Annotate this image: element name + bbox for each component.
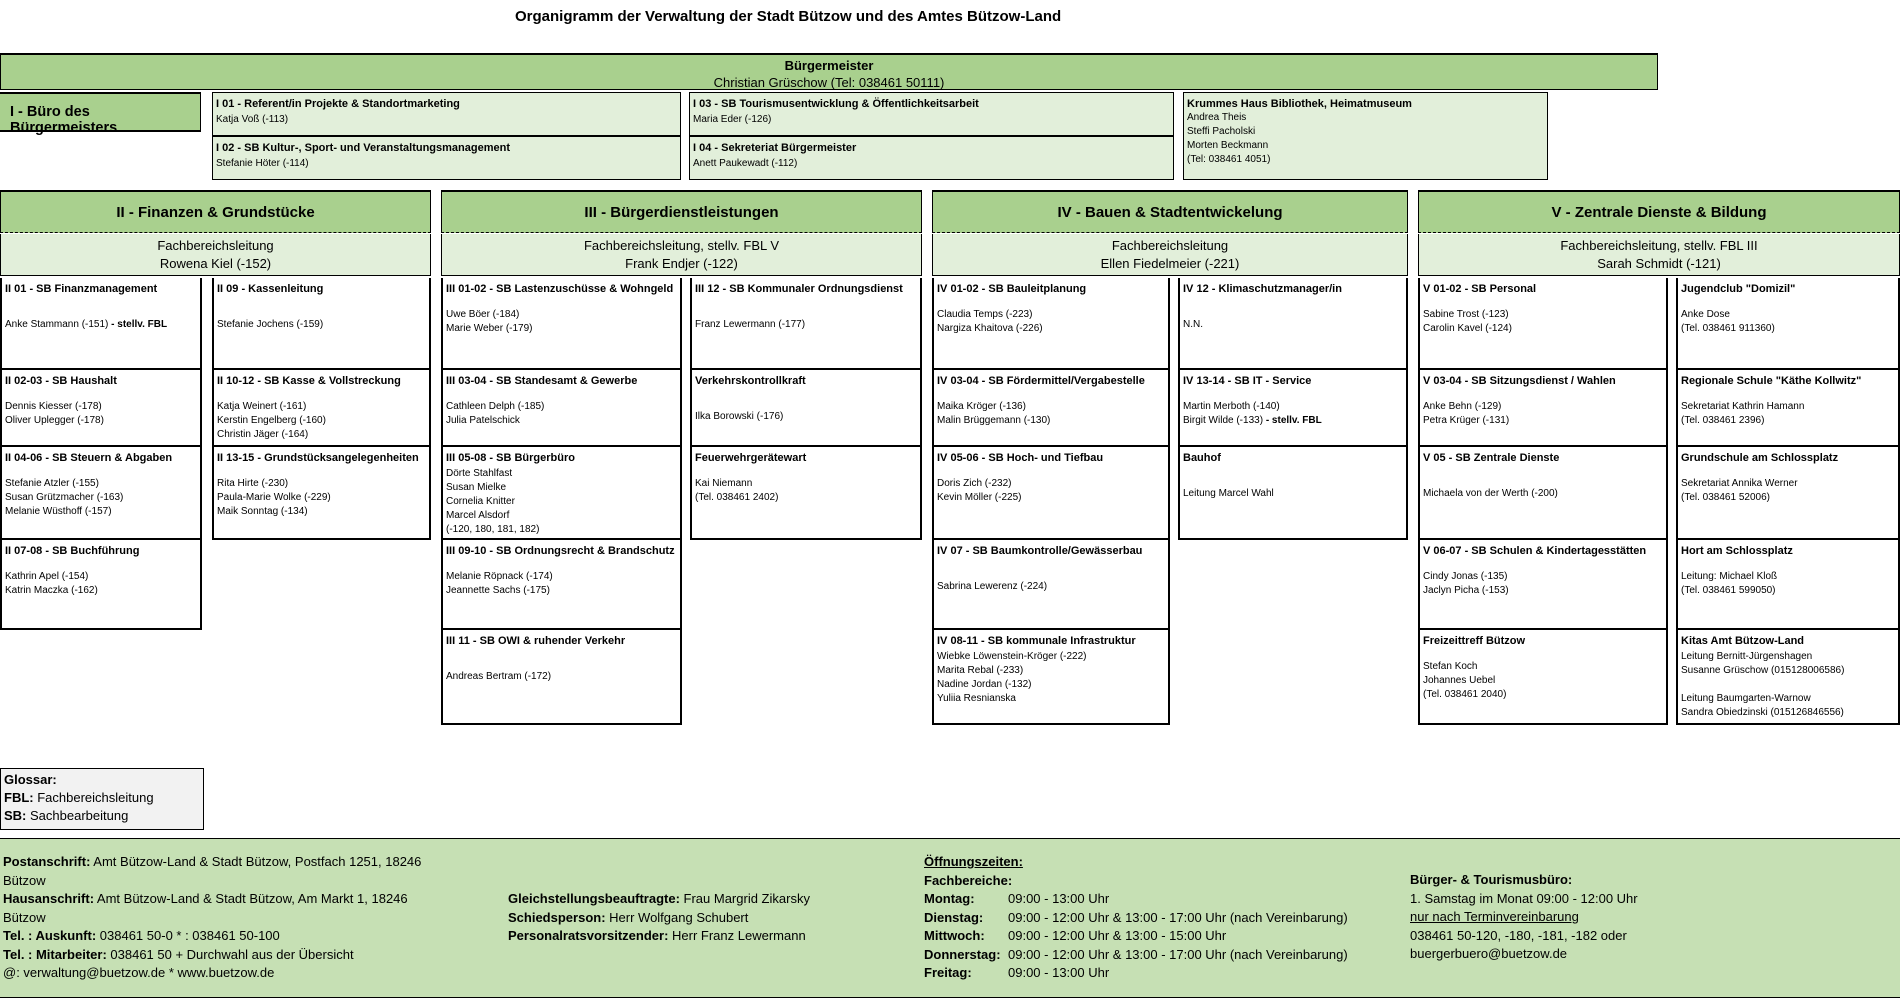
unit-title: V 01-02 - SB Personal (1423, 283, 1537, 295)
unit-title: II 07-08 - SB Buchführung (5, 545, 140, 557)
unit-line: Sekretariat Annika Werner (1681, 478, 1798, 489)
unit-line: Susan Mielke (446, 482, 507, 493)
unit-box (441, 630, 682, 725)
unit-box (0, 540, 202, 630)
unit-title: Freizeittreff Bützow (1423, 635, 1526, 647)
unit-box (932, 370, 1170, 447)
unit-box (1418, 278, 1668, 370)
unit-line: Nadine Jordan (-132) (937, 679, 1032, 690)
unit-line: (Tel. 038461 2396) (1681, 415, 1765, 426)
unit-line: Franz Lewermann (-177) (695, 319, 806, 330)
lead-role: Fachbereichsleitung, stellv. FBL V (583, 238, 780, 253)
unit-person: Stefanie Höter (-114) (216, 158, 309, 169)
unit-box (212, 370, 431, 447)
unit-title: IV 12 - Klimaschutzmanager/in (1183, 283, 1342, 295)
unit-line: Petra Krüger (-131) (1423, 415, 1510, 426)
unit-title: II 13-15 - Grundstücksangelegenheiten (217, 452, 419, 464)
unit-line: (Tel. 038461 2040) (1423, 689, 1507, 700)
unit-line: Katja Weinert (-161) (217, 401, 307, 412)
unit-line (1681, 678, 1895, 692)
unit-title: III 12 - SB Kommunaler Ordnungsdienst (695, 283, 903, 295)
unit-box (1418, 447, 1668, 540)
hours-row (924, 909, 1348, 928)
unit-line: Jaclyn Picha (-153) (1423, 585, 1509, 596)
unit-line: Malin Brüggemann (-130) (937, 415, 1051, 426)
hours-row (924, 890, 1348, 909)
unit-line: (Tel. 038461 52006) (1681, 492, 1770, 503)
lead-role: Fachbereichsleitung (157, 238, 274, 253)
department-header: V - Zentrale Dienste & Bildung (1418, 190, 1900, 233)
unit-box (1676, 370, 1900, 447)
unit-line: Sekretariat Kathrin Hamann (1681, 401, 1805, 412)
unit-line: Melanie Wüsthoff (-157) (5, 506, 112, 517)
mayor-name: Christian Grüschow (Tel: 038461 50111) (713, 75, 945, 90)
mayor-label: Bürgermeister (784, 58, 874, 73)
unit-box (1676, 630, 1900, 725)
unit-line: Marcel Alsdorf (446, 510, 510, 521)
unit-line: Leitung Marcel Wahl (1183, 488, 1274, 499)
unit-box (212, 447, 431, 540)
unit-line: (Tel. 038461 911360) (1681, 323, 1775, 334)
unit-line: (Tel. 038461 2402) (695, 492, 779, 503)
unit-line: Anke Stammann (-151) - stellv. FBL (5, 319, 168, 330)
unit-line: Dörte Stahlfast (446, 468, 513, 479)
unit-line: Susanne Grüschow (015128006586) (1681, 665, 1845, 676)
unit-title: I 02 - SB Kultur-, Sport- und Veranstaltungsmanagement (216, 142, 510, 154)
unit-line: Sabrina Lewerenz (-224) (937, 581, 1048, 592)
unit-box (1418, 540, 1668, 630)
office-unit (212, 92, 681, 136)
unit-box (441, 540, 682, 630)
unit-line: Kai Niemann (695, 478, 753, 489)
unit-title: V 03-04 - SB Sitzungsdienst / Wahlen (1423, 375, 1616, 387)
unit-box (690, 278, 922, 370)
library-box (1183, 92, 1548, 180)
unit-box (932, 447, 1170, 540)
unit-line: Sandra Obiedzinski (015126846556) (1681, 707, 1844, 718)
unit-line: Leitung Baumgarten-Warnow (1681, 693, 1811, 704)
library-line: Andrea Theis (1187, 112, 1247, 123)
unit-box (441, 447, 682, 540)
hours-time: 09:00 - 12:00 Uhr & 13:00 - 17:00 Uhr (nach Vereinbarung) (1008, 946, 1348, 962)
unit-title: IV 07 - SB Baumkontrolle/Gewässerbau (937, 545, 1143, 557)
library-line: (Tel: 038461 4051) (1187, 154, 1271, 165)
unit-title: Jugendclub "Domizil" (1681, 283, 1796, 295)
unit-title: Hort am Schlossplatz (1681, 545, 1793, 557)
hours-time: 09:00 - 12:00 Uhr & 13:00 - 15:00 Uhr (1008, 928, 1227, 943)
unit-box (690, 370, 922, 447)
department-lead (0, 234, 431, 276)
unit-title: Regionale Schule "Käthe Kollwitz" (1681, 375, 1862, 387)
unit-title: V 05 - SB Zentrale Dienste (1423, 452, 1560, 464)
unit-title: Feuerwehrgerätewart (695, 452, 807, 464)
lead-name: Rowena Kiel (-152) (159, 256, 272, 271)
unit-line: Stefanie Atzler (-155) (5, 478, 99, 489)
hours-row (924, 946, 1348, 965)
hours-sub: Fachbereiche: (924, 872, 1013, 888)
hours-day: Mittwoch: (924, 928, 985, 943)
office-unit (212, 136, 681, 180)
unit-line: Kathrin Apel (-154) (5, 571, 89, 582)
unit-line: Kevin Möller (-225) (937, 492, 1022, 503)
unit-line: Cornelia Knitter (446, 496, 515, 507)
hours-title: Öffnungszeiten: (924, 854, 1023, 869)
hours-time: 09:00 - 12:00 Uhr & 13:00 - 17:00 Uhr (nach Vereinbarung) (1008, 909, 1348, 925)
lead-role: Fachbereichsleitung (1111, 238, 1229, 253)
unit-title: III 11 - SB OWI & ruhender Verkehr (446, 635, 626, 647)
unit-title: IV 08-11 - SB kommunale Infrastruktur (937, 635, 1136, 647)
unit-title: V 06-07 - SB Schulen & Kindertagesstätten (1423, 545, 1647, 557)
glossary-box (0, 768, 204, 830)
office-label: I - Büro des Bürgermeisters (0, 92, 201, 132)
unit-box (932, 630, 1170, 725)
unit-person: Katja Voß (-113) (216, 114, 289, 125)
unit-title: II 04-06 - SB Steuern & Abgaben (5, 452, 173, 464)
glossary-item: SB: Sachbearbeitung (4, 808, 129, 823)
unit-line: Christin Jäger (-164) (217, 429, 309, 440)
unit-line: Leitung: Michael Kloß (1681, 571, 1778, 582)
unit-box (441, 370, 682, 447)
lead-role: Fachbereichsleitung, stellv. FBL III (1560, 238, 1758, 253)
unit-box (0, 447, 202, 540)
unit-line: Oliver Uplegger (-178) (5, 415, 104, 426)
department-lead (932, 234, 1408, 276)
department-lead (441, 234, 922, 276)
unit-line: Dennis Kiesser (-178) (5, 401, 102, 412)
unit-box (441, 278, 682, 370)
department-header: II - Finanzen & Grundstücke (0, 190, 431, 233)
unit-title: II 10-12 - SB Kasse & Vollstreckung (217, 375, 401, 387)
unit-title: Bauhof (1183, 452, 1221, 464)
unit-box (1418, 630, 1668, 725)
unit-line: Andreas Bertram (-172) (446, 671, 552, 682)
unit-line: Melanie Röpnack (-174) (446, 571, 553, 582)
unit-line: Stefanie Jochens (-159) (217, 319, 324, 330)
unit-line: Anke Behn (-129) (1423, 401, 1502, 412)
unit-line: Martin Merboth (-140) (1183, 401, 1280, 412)
unit-box (0, 278, 202, 370)
unit-box (1418, 370, 1668, 447)
page-title: Organigramm der Verwaltung der Stadt Bützow und des Amtes Bützow-Land (515, 8, 1062, 25)
unit-line: Yuliia Resnianska (937, 693, 1016, 704)
unit-line: Marie Weber (-179) (446, 323, 533, 334)
unit-title: III 05-08 - SB Bürgerbüro (446, 452, 575, 464)
library-title: Krummes Haus Bibliothek, Heimatmuseum (1187, 98, 1412, 110)
unit-line: Rita Hirte (-230) (217, 478, 289, 489)
unit-line: Maika Kröger (-136) (937, 401, 1026, 412)
library-line: Steffi Pacholski (1187, 126, 1256, 137)
unit-title: II 02-03 - SB Haushalt (5, 375, 117, 387)
office-unit (689, 92, 1174, 136)
unit-line: Maik Sonntag (-134) (217, 506, 308, 517)
unit-box (690, 447, 922, 540)
unit-line: Susan Grützmacher (-163) (5, 492, 124, 503)
unit-person: Anett Paukewadt (-112) (693, 158, 798, 169)
hours-day: Montag: (924, 891, 975, 906)
unit-title: Kitas Amt Bützow-Land (1681, 635, 1805, 647)
hours-day: Freitag: (924, 965, 972, 980)
unit-title: III 03-04 - SB Standesamt & Gewerbe (446, 375, 638, 387)
unit-line: Leitung Bernitt-Jürgenshagen (1681, 651, 1813, 662)
unit-line: N.N. (1183, 319, 1203, 330)
hours-time: 09:00 - 13:00 Uhr (1008, 891, 1110, 906)
unit-box (0, 370, 202, 447)
footer-contacts: Gleichstellungsbeauftragte: Frau Margrid Zikarsky Schiedsperson: Herr Wolfgang Schubert Personalratsvorsitzender: Herr Franz Lewermann (508, 891, 810, 943)
unit-line: Katrin Maczka (-162) (5, 585, 98, 596)
unit-line: Doris Zich (-232) (937, 478, 1012, 489)
unit-line: Nargiza Khaitova (-226) (937, 323, 1043, 334)
unit-box (932, 540, 1170, 630)
department-lead (1418, 234, 1900, 276)
hours-row (924, 964, 1348, 983)
unit-title: IV 13-14 - SB IT - Service (1183, 375, 1312, 387)
hours-day: Dienstag: (924, 909, 984, 925)
unit-box (1676, 278, 1900, 370)
unit-title: I 01 - Referent/in Projekte & Standortmarketing (216, 98, 460, 110)
hours-day: Donnerstag: (924, 946, 1001, 962)
footer-address: Postanschrift: Amt Bützow-Land & Stadt Bützow, Postfach 1251, 18246 Bützow Hausanschrift: Amt Bützow-Land & Stadt Bützow, Am Markt 1, 18246 Bützow Tel. : Auskunft: 038461 50-0 * : 038461 50-100 Tel. : Mitarbeiter: 038461 50 + Durchwahl aus der Übersicht @: verwaltung@buetzow.de * www.buetzow.de (3, 853, 433, 983)
unit-box (1676, 447, 1900, 540)
hours-time: 09:00 - 13:00 Uhr (1008, 965, 1110, 980)
unit-line: Cindy Jonas (-135) (1423, 571, 1508, 582)
unit-line: Uwe Böer (-184) (446, 309, 520, 320)
unit-line: Paula-Marie Wolke (-229) (217, 492, 331, 503)
unit-line: Carolin Kavel (-124) (1423, 323, 1512, 334)
unit-title: III 09-10 - SB Ordnungsrecht & Brandschutz (446, 545, 675, 557)
unit-title: II 01 - SB Finanzmanagement (5, 283, 158, 295)
unit-line: Wiebke Löwenstein-Kröger (-222) (937, 651, 1087, 662)
unit-box (1178, 370, 1408, 447)
unit-line: Birgit Wilde (-133) - stellv. FBL (1183, 415, 1322, 426)
unit-line: Johannes Uebel (1423, 675, 1496, 686)
unit-line: (Tel. 038461 599050) (1681, 585, 1776, 596)
unit-box (1178, 447, 1408, 540)
unit-box (1178, 278, 1408, 370)
unit-line: Stefan Koch (1423, 661, 1478, 672)
footer-hours (924, 853, 1348, 983)
unit-line: Cathleen Delph (-185) (446, 401, 545, 412)
unit-title: II 09 - Kassenleitung (217, 283, 324, 295)
lead-name: Sarah Schmidt (-121) (1597, 256, 1721, 271)
department-header: III - Bürgerdienstleistungen (441, 190, 922, 233)
lead-name: Frank Endjer (-122) (625, 256, 738, 271)
library-line: Morten Beckmann (1187, 140, 1269, 151)
unit-title: IV 05-06 - SB Hoch- und Tiefbau (937, 452, 1104, 464)
unit-line: Anke Dose (1681, 309, 1730, 320)
unit-line: Marita Rebal (-233) (937, 665, 1024, 676)
glossary-title: Glossar: (4, 772, 57, 787)
unit-line: Claudia Temps (-223) (937, 309, 1033, 320)
mayor-box (0, 53, 1658, 90)
footer-web: @: verwaltung@buetzow.de * www.buetzow.de (3, 965, 275, 980)
unit-person: Maria Eder (-126) (693, 114, 772, 125)
unit-box (932, 278, 1170, 370)
unit-line: Ilka Borowski (-176) (695, 411, 784, 422)
unit-line: Michaela von der Werth (-200) (1423, 488, 1558, 499)
unit-title: I 03 - SB Tourismusentwicklung & Öffentlichkeitsarbeit (693, 98, 979, 110)
unit-line: Julia Patelschick (446, 415, 520, 426)
unit-title: IV 01-02 - SB Bauleitplanung (937, 283, 1087, 295)
unit-title: Grundschule am Schlossplatz (1681, 452, 1839, 464)
unit-title: IV 03-04 - SB Fördermittel/Vergabestelle (937, 375, 1145, 387)
unit-line: Kerstin Engelberg (-160) (217, 415, 326, 426)
lead-name: Ellen Fiedelmeier (-221) (1100, 256, 1240, 271)
unit-title: I 04 - Sekreteriat Bürgermeister (693, 142, 857, 154)
unit-line: (-120, 180, 181, 182) (446, 524, 540, 535)
unit-title: Verkehrskontrollkraft (695, 375, 806, 387)
glossary-item: FBL: Fachbereichsleitung (4, 790, 154, 805)
unit-title: III 01-02 - SB Lastenzuschüsse & Wohngeld (446, 283, 674, 295)
footer-buero: Bürger- & Tourismusbüro: 1. Samstag im Monat 09:00 - 12:00 Uhr nur nach Terminvereinbarung 038461 50-120, -180, -181, -182 oder buergerbuero@buetzow.de (1410, 872, 1638, 961)
unit-box (212, 278, 431, 370)
hours-row (924, 927, 1348, 946)
unit-line: Sabine Trost (-123) (1423, 309, 1509, 320)
footer (0, 838, 1900, 998)
office-unit (689, 136, 1174, 180)
department-header: IV - Bauen & Stadtentwickelung (932, 190, 1408, 233)
unit-line: Jeannette Sachs (-175) (446, 585, 550, 596)
unit-box (1676, 540, 1900, 630)
